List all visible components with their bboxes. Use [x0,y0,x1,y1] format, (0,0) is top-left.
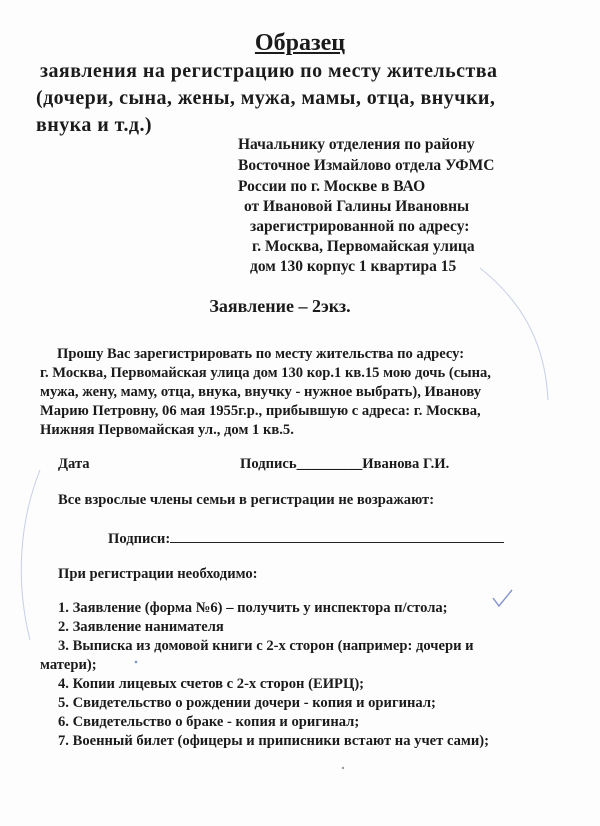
signer-name: Иванова Г.И. [362,456,450,472]
addressee-line-1: Начальнику отделения по району [238,136,475,153]
addressee-line-3: России по г. Москве в ВАО [238,178,426,195]
signature-line: _________ [296,456,363,472]
requirement-item-3: 3. Выписка из домовой книги с 2-х сторон (например: дочери и [58,638,474,654]
requirement-item-3-cont: матери); [40,657,97,673]
addressee-line-6: г. Москва, Первомайская улица [252,238,475,255]
signature-label: Подпись [240,456,297,472]
statement-line-4: Марию Петровну, 06 мая 1955г.р., прибывшую с адреса: г. Москва, [40,403,481,419]
scan-speck [342,767,344,769]
statement-line-2: г. Москва, Первомайская улица дом 130 кор.1 кв.15 мою дочь (сына, [40,365,491,381]
signatures-label: Подписи: [108,531,171,547]
statement-heading: Заявление – 2экз. [209,296,351,316]
requirement-item-5: 5. Свидетельство о рождении дочери - копия и оригинал; [58,695,436,711]
requirement-item-6: 6. Свидетельство о браке - копия и оригинал; [58,714,360,730]
pen-stroke-right [480,268,548,400]
date-label: Дата [58,456,90,472]
subtitle-line-1: заявления на регистрацию по месту жительства [40,60,498,82]
requirement-item-2: 2. Заявление нанимателя [58,619,224,635]
check-mark-icon [493,590,512,606]
requirements-heading: При регистрации необходимо: [58,566,258,582]
addressee-line-7: дом 130 корпус 1 квартира 15 [250,258,457,275]
pen-stroke-left [21,470,40,640]
requirement-item-7: 7. Военный билет (офицеры и приписники встают на учет сами); [58,733,489,749]
pen-dot [135,661,138,664]
requirement-item-4: 4. Копии лицевых счетов с 2-х сторон (ЕИРЦ); [58,676,365,692]
addressee-line-4: от Ивановой Галины Ивановны [244,198,470,215]
statement-line-3: мужа, жену, маму, отца, внука, внучку - нужное выбрать), Иванову [40,384,482,400]
statement-line-5: Нижняя Первомайская ул., дом 1 кв.5. [40,422,294,438]
family-consent-note: Все взрослые члены семьи в регистрации не возражают: [58,492,435,508]
requirement-item-1: 1. Заявление (форма №6) – получить у инспектора п/стола; [58,600,448,616]
addressee-line-2: Восточное Измайлово отдела УФМС [238,157,495,174]
statement-line-1: Прошу Вас зарегистрировать по месту жительства по адресу: [57,346,465,362]
subtitle-line-2: (дочери, сына, жены, мужа, мамы, отца, внучки, [36,87,496,109]
document-title: Образец [254,30,346,56]
addressee-line-5: зарегистрированной по адресу: [250,218,470,235]
subtitle-line-3: внука и т.д.) [36,114,153,136]
